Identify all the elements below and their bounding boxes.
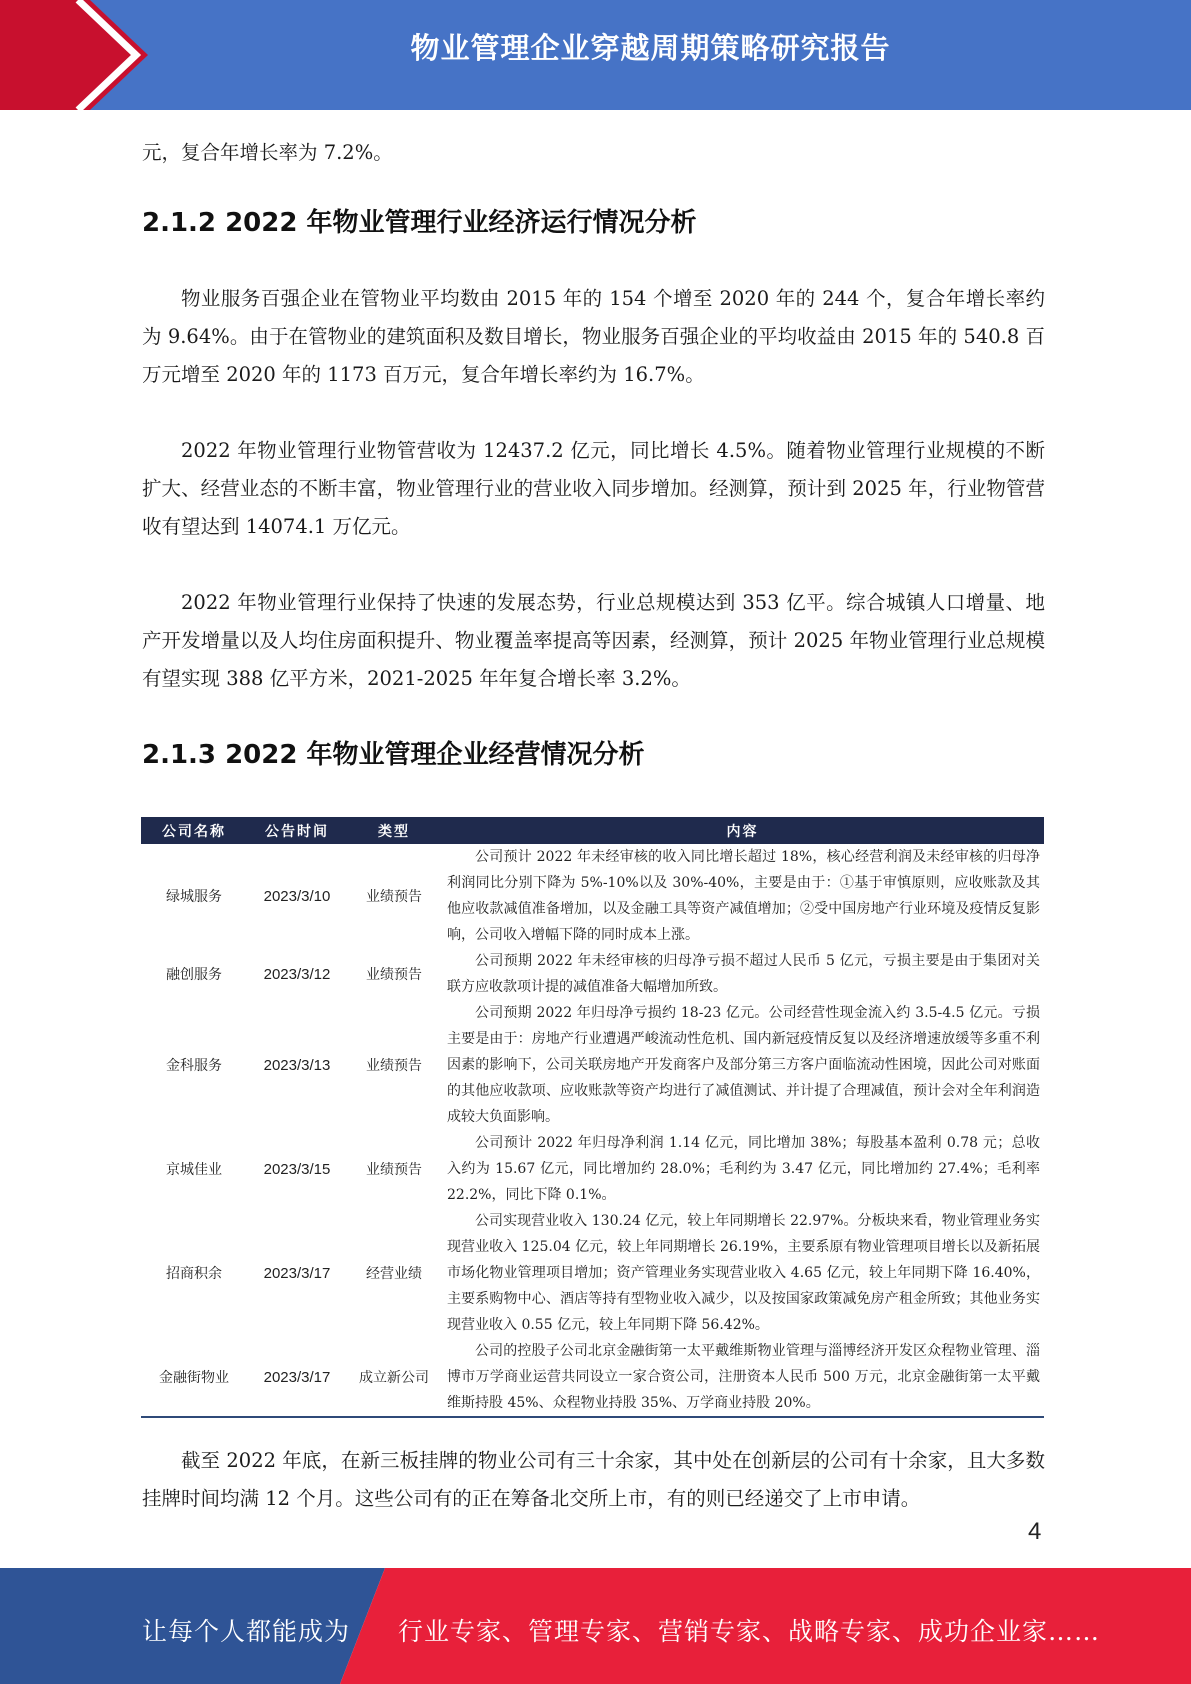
closing-paragraph: 截至 2022 年底，在新三板挂牌的物业公司有三十余家，其中处在创新层的公司有十余家，且大多数挂牌时间均满 12 个月。这些公司有的正在筹备北交所上市，有的则已经递交了上市申请。 <box>142 1449 1045 1510</box>
paragraph-3: 2022 年物业管理行业保持了快速的发展态势，行业总规模达到 353 亿平。综合城镇人口增量、地产开发增量以及人均住房面积提升、物业覆盖率提高等因素，经测算，预计 2025 年物业管理行业总规模有望实现 388 亿平方米，2021-2025 年年复合增长率 3.2%。 <box>142 591 1045 690</box>
paragraph-2: 2022 年物业管理行业物管营收为 12437.2 亿元，同比增长 4.5%。随着物业管理行业规模的不断扩大、经营业态的不断丰富，物业管理行业的营业收入同步增加。经测算，预计到 2025 年，行业物管营收有望达到 14074.1 万亿元。 <box>142 439 1045 538</box>
cell-type: 成立新公司 <box>347 1338 441 1417</box>
cell-company: 金科服务 <box>166 1058 222 1074</box>
cell-date: 2023/3/10 <box>263 887 331 905</box>
page-footer <box>0 1568 1191 1684</box>
report-title: 物业管理企业穿越周期策略研究报告 <box>410 31 891 65</box>
cell-content: 公司实现营业收入 130.24 亿元，较上年同期增长 22.97%。分板块来看，物业管理业务实现营业收入 125.04 亿元，较上年同期增长 26.19%，主要系原有物业管理项目增长以及新拓展市场化物业管理项目增加；资产管理业务实现营业收入 4.65 亿元，较上年同期下降 16.40%，主要系购物中心、酒店等持有型物业收入减少，以及按国家政策减免房产租金所致；其他业务实现营业收入 0.55 亿元，较上年同期下降 56.42%。 <box>447 1213 1040 1333</box>
cell-date: 2023/3/12 <box>263 965 331 983</box>
header-type: 类型 <box>347 817 441 844</box>
cell-date: 2023/3/15 <box>263 1160 331 1178</box>
header-company: 公司名称 <box>141 817 247 844</box>
page-header <box>0 0 1191 110</box>
table-row <box>141 1130 1044 1208</box>
table-row <box>141 844 1044 948</box>
cell-company: 融创服务 <box>166 967 222 983</box>
footer-slogan-right: 行业专家、管理专家、营销专家、战略专家、成功企业家…… <box>398 1617 1101 1646</box>
cell-company: 绿城服务 <box>166 889 222 905</box>
page-number: 4 <box>1028 1518 1042 1545</box>
footer-slogan-left: 让每个人都能成为 <box>142 1617 351 1646</box>
cell-date: 2023/3/13 <box>263 1056 331 1074</box>
section-heading-2-1-3: 2.1.3 2022 年物业管理企业经营情况分析 <box>142 740 645 770</box>
cell-content: 公司预期 2022 年未经审核的归母净亏损不超过人民币 5 亿元，亏损主要是由于集团对关联方应收款项计提的减值准备大幅增加所致。 <box>447 953 1040 995</box>
announcements-table <box>141 817 1044 1418</box>
header-content: 内容 <box>441 817 1044 844</box>
cell-company: 招商积余 <box>166 1266 222 1282</box>
cell-type: 业绩预告 <box>366 889 422 905</box>
cell-date: 2023/3/17 <box>247 1338 347 1417</box>
table-row <box>141 948 1044 1000</box>
cell-content: 公司预计 2022 年归母净利润 1.14 亿元，同比增加 38%；每股基本盈利 0.78 元；总收入约为 15.67 亿元，同比增加约 28.0%；毛利约为 3.47 亿元，同比增加约 27.4%；毛利率 22.2%，同比下降 0.1%。 <box>447 1135 1040 1203</box>
cell-date: 2023/3/17 <box>263 1264 331 1282</box>
cell-type: 业绩预告 <box>366 1058 422 1074</box>
table-row <box>141 1000 1044 1130</box>
paragraph-1: 物业服务百强企业在管物业平均数由 2015 年的 154 个增至 2020 年的 244 个，复合年增长率约为 9.64%。由于在管物业的建筑面积及数目增长，物业服务百强企业的平均收益由 2015 年的 540.8 百万元增至 2020 年的 1173 百万元，复合年增长率约为 16.7%。 <box>142 287 1045 386</box>
table-header-row <box>141 817 1044 844</box>
cell-type: 业绩预告 <box>366 1162 422 1178</box>
cell-content: 公司预计 2022 年未经审核的收入同比增长超过 18%，核心经营利润及未经审核的归母净利润同比分别下降为 5%-10%以及 30%-40%，主要是由于：①基于审慎原则，应收账款及其他应收款减值准备增加，以及金融工具等资产减值增加；②受中国房地产行业环境及疫情反复影响，公司收入增幅下降的同时成本上涨。 <box>447 849 1040 943</box>
cell-content: 公司的控股子公司北京金融街第一太平戴维斯物业管理与淄博经济开发区众程物业管理、淄博市万学商业运营共同设立一家合资公司，注册资本人民币 500 万元，北京金融街第一太平戴维斯持股 45%、众程物业持股 35%、万学商业持股 20%。 <box>441 1338 1044 1417</box>
table-row <box>141 1338 1044 1417</box>
header-date: 公告时间 <box>247 817 347 844</box>
cell-type: 经营业绩 <box>366 1266 422 1282</box>
table-row <box>141 1208 1044 1338</box>
cell-company: 京城佳业 <box>166 1162 222 1178</box>
cell-type: 业绩预告 <box>366 967 422 983</box>
section-heading-2-1-2: 2.1.2 2022 年物业管理行业经济运行情况分析 <box>142 208 697 238</box>
intro-line: 元，复合年增长率为 7.2%。 <box>142 141 393 164</box>
cell-company: 金融街物业 <box>141 1338 247 1417</box>
cell-content: 公司预期 2022 年归母净亏损约 18-23 亿元。公司经营性现金流入约 3.5-4.5 亿元。亏损主要是由于：房地产行业遭遇严峻流动性危机、国内新冠疫情反复以及经济增速放缓等多重不利因素的影响下，公司关联房地产开发商客户及部分第三方客户面临流动性困境，因此公司对账面的其他应收款项、应收账款等资产均进行了减值测试、并计提了合理减值，预计会对全年利润造成较大负面影响。 <box>447 1005 1040 1125</box>
